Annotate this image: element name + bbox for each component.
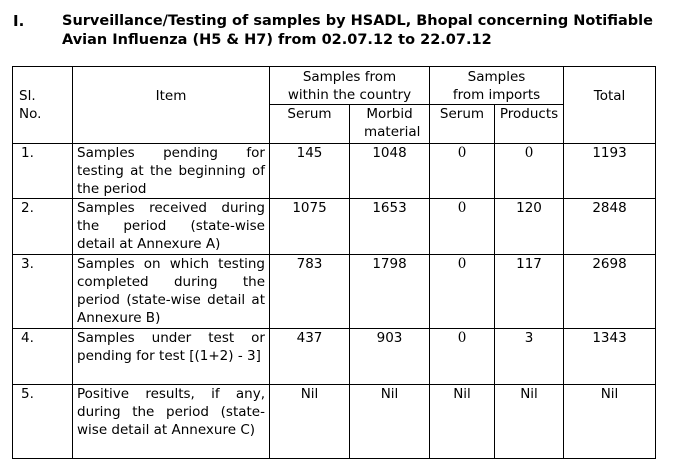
header-serum: Serum	[270, 105, 350, 144]
row-morbid-material: 1798	[350, 255, 430, 329]
header-total: Total	[564, 67, 656, 144]
row-products: 117	[495, 255, 564, 329]
table-row	[13, 255, 656, 329]
header-morbid-material: Morbid material	[350, 105, 430, 144]
row-item: Positive results, if any, during the period (state-wise detail at Annexure C)	[73, 385, 270, 459]
section-number: I.	[13, 12, 25, 30]
header-item: Item	[73, 67, 270, 144]
header-within-country: Samples from within the country	[270, 67, 430, 105]
row-morbid-material: Nil	[350, 385, 430, 459]
row-morbid-material: 903	[350, 329, 430, 385]
section-title	[62, 12, 662, 50]
row-item: Samples pending for testing at the beginning of the period	[73, 144, 270, 199]
row-imports-serum: Nil	[430, 385, 495, 459]
row-imports-serum: 0	[430, 144, 495, 199]
row-total: 1343	[564, 329, 656, 385]
row-sl-no: 3.	[13, 255, 73, 329]
row-total: 1193	[564, 144, 656, 199]
row-total: 2698	[564, 255, 656, 329]
row-sl-no: 4.	[13, 329, 73, 385]
row-serum: 1075	[270, 199, 350, 255]
row-products: 3	[495, 329, 564, 385]
row-total: 2848	[564, 199, 656, 255]
section-title-line-2: Avian Influenza (H5 & H7) from 02.07.12 to 22.07.12	[62, 32, 492, 48]
table-row	[13, 329, 656, 385]
row-serum: 145	[270, 144, 350, 199]
table-row	[13, 385, 656, 459]
row-sl-no: 2.	[13, 199, 73, 255]
row-serum: Nil	[270, 385, 350, 459]
row-products: 120	[495, 199, 564, 255]
table-row	[13, 144, 656, 199]
row-products: Nil	[495, 385, 564, 459]
row-item: Samples received during the period (state-wise detail at Annexure A)	[73, 199, 270, 255]
row-imports-serum: 0	[430, 255, 495, 329]
row-sl-no: 5.	[13, 385, 73, 459]
samples-table	[12, 66, 656, 459]
section-title-line-1: Surveillance/Testing of samples by HSADL, Bhopal concerning Notifiable	[62, 13, 653, 29]
header-products: Products	[495, 105, 564, 144]
row-item: Samples under test or pending for test [(1+2) - 3]	[73, 329, 270, 385]
header-from-imports: Samples from imports	[430, 67, 564, 105]
row-imports-serum: 0	[430, 199, 495, 255]
row-item: Samples on which testing completed during the period (state-wise detail at Annexure B)	[73, 255, 270, 329]
row-imports-serum: 0	[430, 329, 495, 385]
header-sl-no: Sl. No.	[13, 67, 73, 144]
row-total: Nil	[564, 385, 656, 459]
row-sl-no: 1.	[13, 144, 73, 199]
header-imports-serum: Serum	[430, 105, 495, 144]
table-row	[13, 199, 656, 255]
row-morbid-material: 1653	[350, 199, 430, 255]
row-serum: 437	[270, 329, 350, 385]
row-serum: 783	[270, 255, 350, 329]
row-products: 0	[495, 144, 564, 199]
row-morbid-material: 1048	[350, 144, 430, 199]
